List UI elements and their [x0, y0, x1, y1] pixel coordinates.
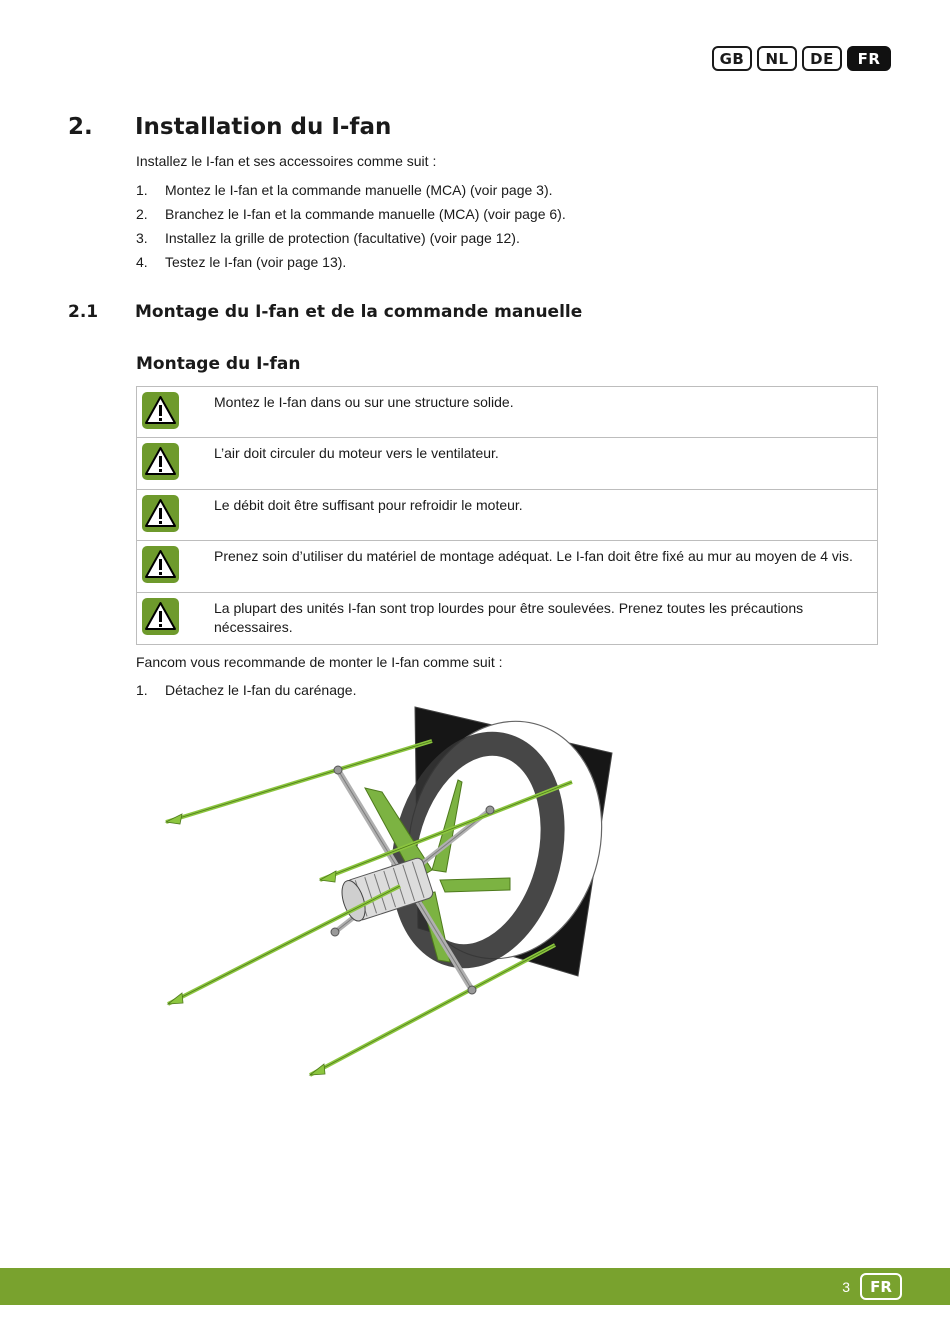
- warning-icon: [142, 443, 179, 480]
- step-text: Branchez le I-fan et la commande manuelle (MCA) (voir page 6).: [165, 206, 566, 222]
- warning-icon: [142, 598, 179, 635]
- step-text: Installez la grille de protection (facultative) (voir page 12).: [165, 230, 520, 246]
- warning-text: L’air doit circuler du moteur vers le ventilateur.: [214, 445, 499, 462]
- lang-gb-button[interactable]: GB: [712, 46, 752, 71]
- warning-row: [137, 490, 877, 541]
- step-number: 1.: [136, 682, 148, 698]
- warning-row: [137, 387, 877, 438]
- step-number: 4.: [136, 254, 148, 270]
- warning-row: [137, 593, 877, 644]
- warning-icon: [142, 495, 179, 532]
- subsection-title: Montage du I-fan et de la commande manuelle: [135, 302, 583, 322]
- warning-table: [136, 386, 878, 645]
- page-footer: [0, 1268, 950, 1305]
- warning-text: Prenez soin d’utiliser du matériel de montage adéquat. Le I-fan doit être fixé au mur au moyen de 4 vis.: [214, 548, 853, 565]
- lang-fr-button[interactable]: FR: [847, 46, 891, 71]
- subsubsection-title: Montage du I-fan: [136, 354, 301, 374]
- section-number: 2.: [68, 114, 93, 140]
- step-number: 3.: [136, 230, 148, 246]
- subsection-number: 2.1: [68, 302, 99, 322]
- warning-text: Montez le I-fan dans ou sur une structure solide.: [214, 394, 514, 410]
- step-number: 2.: [136, 206, 148, 222]
- lang-de-button[interactable]: DE: [802, 46, 842, 71]
- warning-row: [137, 438, 877, 489]
- ifan-illustration: [150, 700, 630, 1090]
- warning-row: [137, 541, 877, 592]
- recommendation-text: Fancom vous recommande de monter le I-fan comme suit :: [136, 654, 503, 670]
- lang-nl-button[interactable]: NL: [757, 46, 797, 71]
- warning-text: La plupart des unités I-fan sont trop lourdes pour être soulevées. Prenez toutes les précautions nécessaires.: [214, 599, 804, 635]
- section-intro: Installez le I-fan et ses accessoires comme suit :: [136, 153, 437, 169]
- step-text: Détachez le I-fan du carénage.: [165, 682, 357, 698]
- page-number: 3: [842, 1279, 850, 1295]
- section-title: Installation du I-fan: [135, 114, 392, 140]
- step-number: 1.: [136, 182, 148, 198]
- footer-lang-badge: FR: [860, 1273, 902, 1300]
- step-text: Testez le I-fan (voir page 13).: [165, 254, 347, 270]
- warning-text: Le débit doit être suffisant pour refroidir le moteur.: [214, 496, 523, 513]
- step-text: Montez le I-fan et la commande manuelle (MCA) (voir page 3).: [165, 182, 553, 198]
- language-selector: [712, 46, 891, 71]
- warning-icon: [142, 392, 179, 429]
- warning-icon: [142, 546, 179, 583]
